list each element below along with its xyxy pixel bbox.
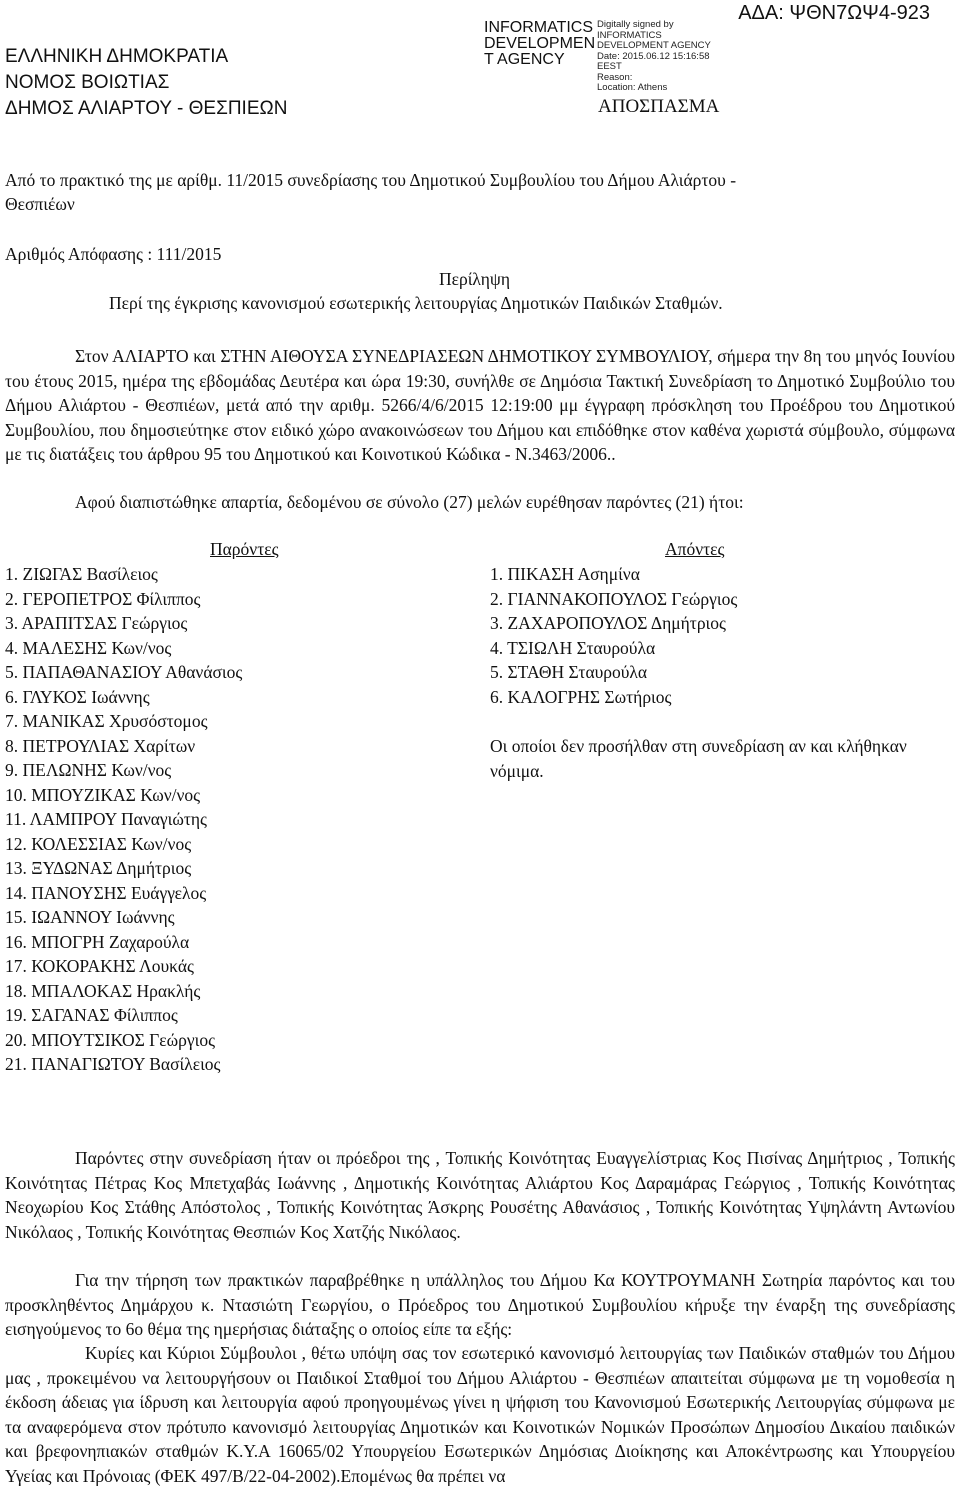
list-item: 9. ΠΕΛΩΝΗΣ Κων/νος: [5, 760, 172, 780]
issuer-line-country: ΕΛΛΗΝΙΚΗ ΔΗΜΟΚΡΑΤΙΑ: [5, 46, 229, 67]
quorum-line: Αφού διαπιστώθηκε απαρτία, δεδομένου σε σύνολο (27) μελών ευρέθησαν παρόντες (21) ήτοι:: [75, 492, 744, 512]
signature-detail-line: Location: Athens: [597, 82, 668, 93]
document-type: ΑΠΟΣΠΑΣΜΑ: [598, 96, 720, 117]
issuer-header: [5, 44, 287, 122]
ada-code: ΑΔΑ: ΨΘΝ7ΩΨ4-923: [738, 2, 930, 24]
signature-detail-line: DEVELOPMENT AGENCY: [597, 40, 711, 51]
list-item: 15. ΙΩΑΝΝΟΥ Ιωάννης: [5, 907, 175, 927]
signature-detail-line: EEST: [597, 61, 622, 72]
absent-heading: Απόντες: [665, 539, 725, 559]
absent-note: Οι οποίοι δεν προσήλθαν στη συνεδρίαση αν και κλήθηκαν νόμιμα.: [490, 736, 907, 781]
list-item: 20. ΜΠΟΥΤΣΙΚΟΣ Γεώργιος: [5, 1029, 216, 1050]
list-item: 17. ΚΟΚΟΡΑΚΗΣ Λουκάς: [5, 956, 194, 976]
list-item: 13. ΞΥΔΩΝΑΣ Δημήτριος: [5, 858, 192, 878]
list-item: 3. ΖΑΧΑΡΟΠΟΥΛΟΣ Δημήτριος: [490, 613, 726, 633]
list-item: 3. ΑΡΑΠΙΤΣΑΣ Γεώργιος: [5, 613, 188, 633]
list-item: 19. ΣΑΓΑΝΑΣ Φίλιππος: [5, 1005, 178, 1025]
list-item: 5. ΣΤΑΘΗ Σταυρούλα: [490, 662, 648, 682]
presidents-paragraph: Παρόντες στην συνεδρίαση ήταν οι πρόεδροι της , Τοπικής Κοινότητας Ευαγγελίστριας Κος Πισίνας Δημήτριος , Τοπικής Κοινότητας Πέτρας Κος Μπετχαβάς Ιωάννης , Δημοτικής Κοινότητας Αλιάρτου Κος Δαραμάρας Γεώργιος , Τοπικής Κοινότητας Νεοχωρίου Κος Στάθης Απόστολος , Τοπικής Κοινότητας Άσκρης Ρουσέτης Αθανάσιος , Τοπικής Κοινότητας Υψηλάντη Αντωνίου Νικόλαος , Τοπικής Κοινότητας Θεσπιών Κος Χατζής Νικόλαος.: [5, 1148, 955, 1242]
present-heading: Παρόντες: [210, 539, 279, 559]
proposal-paragraph: Κυρίες και Κύριοι Σύμβουλοι , θέτω υπόψη σας τον εσωτερικό κανονισμό λειτουργίας των Παιδικών σταθμών του Δήμου μας , προκειμένου να λειτουργήσουν οι Παιδικοί Σταθμοί του Δήμου Αλιάρτου - Θεσπιέων απαιτείται σύμφωνα με τη νομοθεσία η έκδοση άδειας για ίδρυση και λειτουργία αφού προηγουμένως γίνει η ψήφιση του Κανονισμού Εσωτερικής Λειτουργίας σύμφωνα με τα αναφερόμενα στον πρότυπο κανονισμό λειτουργίας Δημοτικών και Κοινοτικών Νομικών Προσώπων Δημοσίου Δικαίου παιδικών και βρεφονηπιακών σταθμών Κ.Υ.Α 16065/02 Υπουργείου Εσωτερικών Δημόσιας Διοίκησης και Αποκέντρωσης και Υπουργείου Υγείας και Πρόνοιας (ΦΕΚ 497/Β/22-04-2002).Επομένως θα πρέπει να: [5, 1343, 955, 1486]
list-item: 5. ΠΑΠΑΘΑΝΑΣΙΟΥ Αθανάσιος: [5, 662, 243, 682]
list-item: 18. ΜΠΑΛΟΚΑΣ Ηρακλής: [5, 980, 201, 1001]
signature-detail-line: Reason:: [597, 71, 633, 83]
list-item: 7. ΜΑΝΙΚΑΣ Χρυσόστομος: [5, 711, 208, 731]
issuer-line-municipality: ΔΗΜΟΣ ΑΛΙΑΡΤΟΥ - ΘΕΣΠΙΕΩΝ: [5, 98, 288, 119]
list-item: 2. ΓΕΡΟΠΕΤΡΟΣ Φίλιππος: [5, 588, 201, 609]
list-item: 14. ΠΑΝΟΥΣΗΣ Ευάγγελος: [5, 882, 207, 903]
signature-detail-line: Date: 2015.06.12 15:16:58: [597, 50, 710, 62]
signature-detail-line: Digitally signed by: [597, 19, 674, 30]
meeting-paragraph: Στον ΑΛΙΑΡΤΟ και ΣΤΗΝ ΑΙΘΟΥΣΑ ΣΥΝΕΔΡΙΑΣΕΩΝ ΔΗΜΟΤΙΚΟΥ ΣΥΜΒΟΥΛΙΟΥ, σήμερα την 8η του μηνός Ιουνίου του έτους 2015, ημέρα της εβδομάδας Δευτέρα και ώρα 19:30, συνήλθε σε Δημόσια Τακτική Συνεδρίαση το Δημοτικό Συμβούλιο του Δήμου Αλιάρτου - Θεσπιέων, μετά από την αριθμ. 5266/4/6/2015 12:19:00 μμ έγγραφη πρόσκληση του Προέδρου του Δημοτικού Συμβουλίου, που δημοσιεύτηκε στον ειδικό χώρο ανακοινώσεων του Δήμου και επιδόθηκε στον καθένα χωριστά σύμβουλο, σύμφωνα με τις διατάξεις του άρθρου 95 του Δημοτικού και Κοινοτικού Κώδικα - Ν.3463/2006..: [5, 346, 955, 464]
list-item: 4. ΜΑΛΕΣΗΣ Κων/νος: [5, 637, 172, 658]
issuer-line-prefecture: ΝΟΜΟΣ ΒΟΙΩΤΙΑΣ: [5, 72, 170, 93]
extract-line-1: Από το πρακτικό της με αρίθμ. 11/2015 συνεδρίασης του Δημοτικού Συμβουλίου του Δήμου Αλιάρτου -: [5, 170, 737, 190]
list-item: 6. ΓΛΥΚΟΣ Ιωάννης: [5, 686, 150, 707]
list-item: 21. ΠΑΝΑΓΙΩΤΟΥ Βασίλειος: [5, 1054, 221, 1074]
list-item: 4. ΤΣΙΩΛΗ Σταυρούλα: [490, 637, 656, 658]
list-item: 10. ΜΠΟΥΖΙΚΑΣ Κων/νος: [5, 784, 201, 805]
list-item: 2. ΓΙΑΝΝΑΚΟΠΟΥΛΟΣ Γεώργιος: [490, 588, 738, 609]
list-item: 12. ΚΟΛΕΣΣΙΑΣ Κων/νος: [5, 833, 192, 854]
signature-detail-line: INFORMATICS: [597, 29, 662, 41]
summary-label: Περίληψη: [439, 269, 511, 289]
list-item: 6. ΚΑΛΟΓΡΗΣ Σωτήριος: [490, 686, 672, 707]
list-item: 11. ΛΑΜΠΡΟΥ Παναγιώτης: [5, 809, 207, 829]
present-members-list: [5, 562, 242, 1077]
digital-signature-stamp: [484, 20, 596, 68]
minutes-paragraph: Για την τήρηση των πρακτικών παραβρέθηκε η υπάλληλος του Δήμου Κα ΚΟΥΤΡΟΥΜΑΝΗ Σωτηρία παρόντος και του προσκληθέντος Δημάρχου κ. Ντασιώτη Γεωργίου, ο Πρόεδρος του Δημοτικού Συμβουλίου κήρυξε την έναρξη της συνεδρίασης εισηγούμενος το 6ο θέμα της ημερήσιας διάταξης ο οποίος είπε τα εξής:: [5, 1270, 955, 1339]
list-item: 8. ΠΕΤΡΟΥΛΙΑΣ Χαρίτων: [5, 735, 196, 756]
list-item: 1. ΠΙΚΑΣΗ Ασημίνα: [490, 564, 640, 584]
extract-line-2: Θεσπιέων: [5, 194, 75, 214]
signature-details: [597, 20, 737, 94]
signature-signer-name: INFORMATICS DEVELOPMEN T AGENCY: [484, 19, 596, 68]
list-item: 16. ΜΠΟΓΡΗ Ζαχαρούλα: [5, 931, 190, 952]
absent-members-list: [490, 562, 737, 709]
decision-number: Αριθμός Απόφασης : 111/2015: [5, 244, 222, 264]
summary-text: Περί της έγκρισης κανονισμού εσωτερικής λειτουργίας Δημοτικών Παιδικών Σταθμών.: [109, 293, 723, 313]
list-item: 1. ΖΙΩΓΑΣ Βασίλειος: [5, 564, 158, 584]
